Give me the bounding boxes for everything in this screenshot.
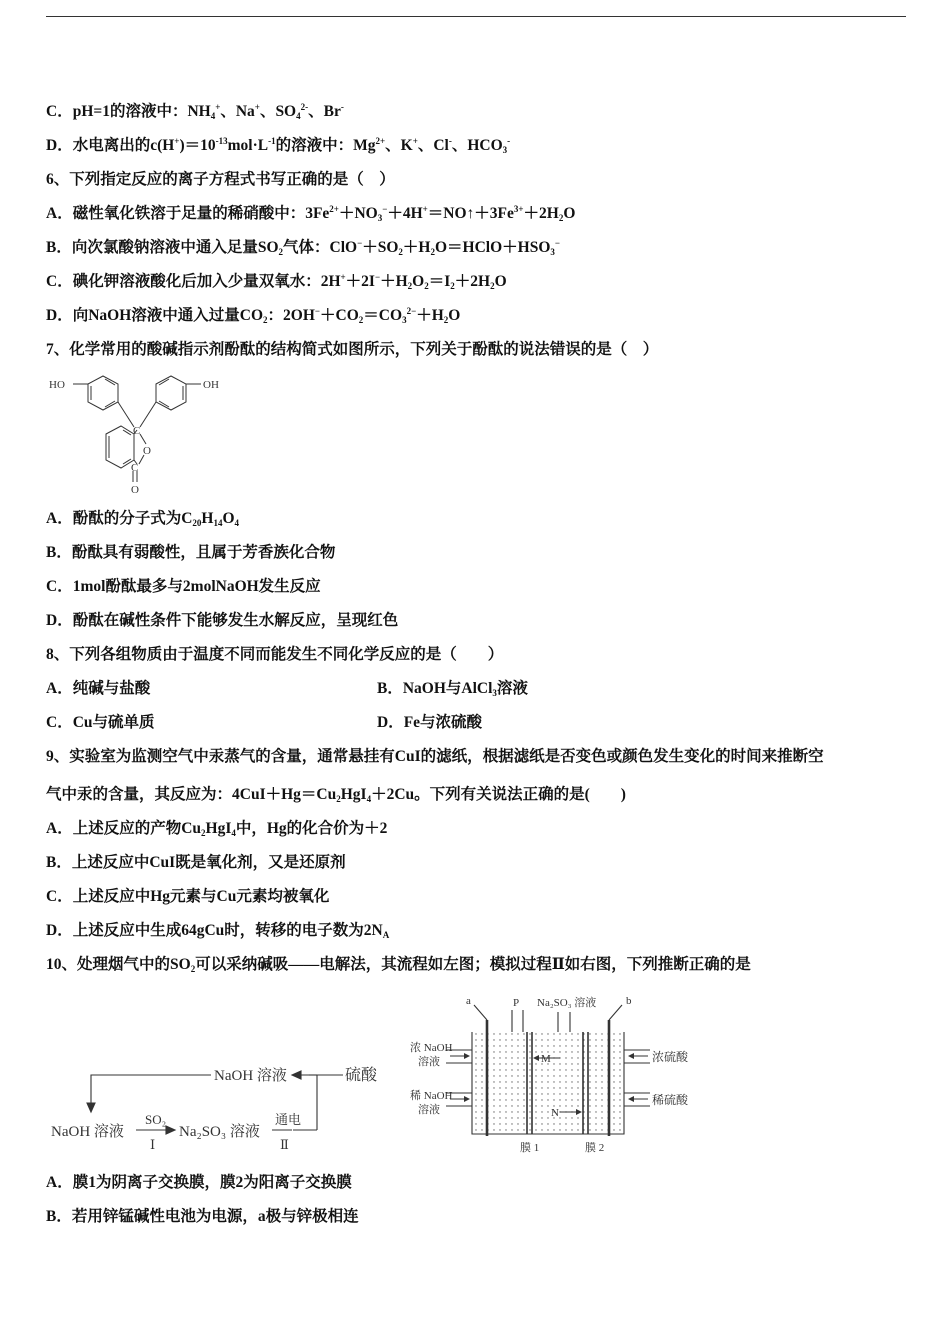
dil-naoh-label-2: 溶液	[418, 1104, 440, 1116]
carbonyl-oxygen-label: O	[131, 484, 139, 496]
flow-so2-label: SO₂	[145, 1112, 167, 1127]
q7-option-c: C．1mol酚酞最多与2molNaOH发生反应	[46, 578, 321, 595]
q7-option-b: B．酚酞具有弱酸性，且属于芳香族化合物	[46, 544, 336, 561]
q8-option-a: A．纯碱与盐酸	[46, 680, 151, 697]
q6-option-a: A．磁性氧化铁溶于足量的稀硝酸中：$3Fe^{2+}+NO_3^-+4H^+=NO↑+3Fe^{3+}+2H_2O$	[46, 204, 576, 223]
header-rule	[46, 16, 906, 17]
feed-label: Na₂SO₃ 溶液	[537, 997, 597, 1009]
dil-acid-label: 稀硫酸	[652, 1093, 689, 1107]
q10-stem: 10、处理烟气中的$SO_2$可以采纳碱吸——电解法，其流程如左图；模拟过程Ⅱ如右图，下列推断正确的是	[46, 956, 751, 974]
inlet-p-label: P	[513, 997, 520, 1009]
ion-m-label: M	[541, 1053, 551, 1065]
membrane-1-label: 膜 1	[520, 1142, 540, 1154]
q10-option-a: A．膜1为阴离子交换膜，膜2为阳离子交换膜	[46, 1174, 352, 1191]
flow-diagram	[46, 1060, 386, 1160]
flow-step-2: Ⅱ	[280, 1137, 289, 1152]
ion-n-label: N	[551, 1107, 559, 1119]
central-carbon-label: C	[133, 425, 141, 437]
hydroxyl-left-label: HO	[49, 379, 65, 391]
hydroxyl-right-label: OH	[203, 379, 219, 391]
q6-option-c: C．碘化钾溶液酸化后加入少量双氧水：$2H^++2I^-+H_2O_2=I_2+2H_2O$	[46, 272, 507, 291]
q9-option-c: C．上述反应中Hg元素与Cu元素均被氧化	[46, 888, 330, 905]
q10-option-b: B．若用锌锰碱性电池为电源，a极与锌极相连	[46, 1208, 359, 1225]
q8-option-b: B．NaOH与AlCl$_3$溶液	[377, 680, 528, 698]
q7-stem: 7、化学常用的酸碱指示剂酚酞的结构简式如图所示，下列关于酚酞的说法错误的是（ ）	[46, 341, 659, 358]
membrane-2-label: 膜 2	[585, 1142, 605, 1154]
q8-stem: 8、下列各组物质由于温度不同而能发生不同化学反应的是（ ）	[46, 646, 504, 663]
q7-option-d: D．酚酞在碱性条件下能够发生水解反应，呈现红色	[46, 612, 399, 629]
q9-stem-line2: 气中汞的含量，其反应为：$4CuI+Hg=Cu_2HgI_4+2Cu$。下列有关说法正确的是( )	[46, 786, 626, 804]
q9-option-a: A．上述反应的产物$Cu_2HgI_4$中，Hg的化合价为＋2	[46, 820, 388, 838]
conc-acid-label: 浓硫酸	[652, 1050, 689, 1064]
q6-option-b: B．向次氯酸钠溶液中通入足量$SO_2$气体：$ClO^-+SO_2+H_2O=HClO+HSO_3^-$	[46, 238, 561, 257]
phenolphthalein-structure	[46, 372, 236, 497]
q7-option-a: A．酚酞的分子式为$C_{20}H_{14}O_4$	[46, 510, 240, 528]
q5-option-d: D．水电离出的$c(H^+)=10^{-13}mol\cdot L^{-1}$的溶液中：$Mg^{2+}$、K+、Cl-、$HCO_3^-$	[46, 136, 511, 155]
dil-naoh-label-1: 稀 NaOH	[410, 1090, 453, 1102]
flow-naoh-top: NaOH 溶液	[214, 1068, 287, 1084]
flow-sulfuric-acid: 硫酸	[345, 1067, 378, 1084]
ring-oxygen-label: O	[143, 445, 151, 457]
conc-naoh-label-2: 溶液	[418, 1056, 440, 1068]
q8-option-d: D．Fe与浓硫酸	[377, 714, 483, 731]
ring-carbon-label: C	[131, 462, 139, 474]
electrode-b-label: b	[626, 995, 632, 1007]
conc-naoh-label-1: 浓 NaOH	[410, 1042, 453, 1054]
q9-option-b: B．上述反应中CuI既是氧化剂，又是还原剂	[46, 854, 346, 871]
q5-option-c: C．pH=1的溶液中：$NH_4^+$、Na+、$SO_4^{2-}$、Br-	[46, 102, 344, 121]
q6-stem: 6、下列指定反应的离子方程式书写正确的是（ ）	[46, 171, 395, 188]
flow-naoh-start: NaOH 溶液	[51, 1124, 124, 1140]
flow-na2so3: Na₂SO₃ 溶液	[179, 1124, 260, 1140]
q8-option-c: C．Cu与硫单质	[46, 714, 155, 731]
q9-stem-line1: 9、实验室为监测空气中汞蒸气的含量，通常悬挂有CuI的滤纸，根据滤纸是否变色或颜色发生变化的时间来推断空	[46, 748, 824, 765]
electrode-a-label: a	[466, 995, 471, 1007]
flow-step-1: Ⅰ	[150, 1137, 156, 1152]
q9-option-d: D．上述反应中生成64gCu时，转移的电子数为$2N_A$	[46, 922, 390, 940]
flow-power-label: 通电	[275, 1112, 302, 1127]
electrolysis-cell-diagram	[408, 990, 708, 1160]
q6-option-d: D．向NaOH溶液中通入过量$CO_2$：$2OH^-+CO_2=CO_3^{2-}+H_2O$	[46, 306, 461, 325]
